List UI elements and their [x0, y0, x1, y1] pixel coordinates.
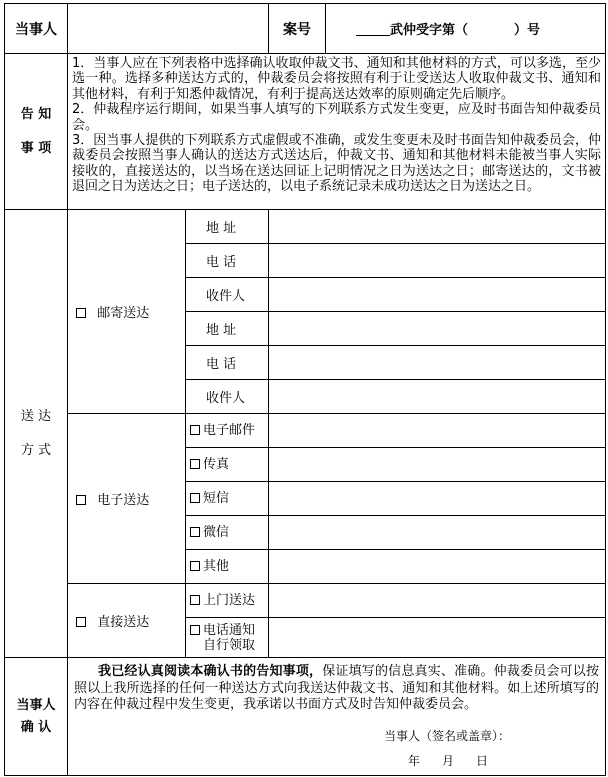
- signature-date[interactable]: [408, 753, 488, 770]
- confirmation-label: [5, 658, 68, 776]
- signature-line[interactable]: 当事人（签名或盖章）：: [384, 728, 511, 743]
- direct-option-door[interactable]: [186, 584, 269, 618]
- sms-checkbox[interactable]: [190, 493, 200, 503]
- party-name-field[interactable]: [68, 4, 269, 54]
- notice-item-1: 1．当事人应在下列表格中选择确认收取仲裁文书、通知和其他材料的方式，可以多选，至少选一种。选择多种送达方式的，仲裁委员会将按照有利于让受送达人收取仲裁文书、通知和其他材料，有利于知悉仲裁情况，有利于提高送达效率的原则确定先后顺序。: [72, 56, 601, 102]
- fax-input[interactable]: [269, 448, 606, 482]
- mail-field-label-phone-1: 电 话: [186, 244, 269, 278]
- notice-item-2: 2．仲裁程序运行期间，如果当事人填写的下列联系方式发生变更，应及时书面告知仲裁委员会。: [72, 102, 601, 133]
- notice-item-3: 3．因当事人提供的下列联系方式虚假或不准确，或发生变更未及时书面告知仲裁委员会，仲裁委员会按照当事人确认的送达方式送达后，仲裁文书、通知和其他材料未能被当事人实际接收的，直接送达的，以当场在送达回证上记明情况之日为送达之日；邮寄送达的，文书被退回之日为送达之日；电子送达的，以电子系统记录未成功送达之日为送达之日。: [72, 133, 601, 195]
- confirmation-row: [5, 658, 606, 776]
- wechat-option-label: 微信: [203, 525, 230, 540]
- notice-text: [68, 54, 606, 210]
- notice-label-line1: 告 知: [20, 106, 52, 122]
- mail-field-label-address-2: 地 址: [186, 312, 269, 346]
- delivery-method-label: [5, 210, 68, 658]
- electronic-delivery-label: 电子送达: [97, 493, 150, 508]
- door-checkbox[interactable]: [190, 595, 200, 605]
- electronic-option-fax[interactable]: [186, 448, 269, 482]
- sms-option-label: 短信: [203, 491, 230, 506]
- delivery-label-line1: 送 达: [20, 408, 52, 424]
- date-year: 年: [408, 753, 421, 768]
- electronic-option-email[interactable]: [186, 414, 269, 448]
- party-label: 当事人: [5, 4, 68, 54]
- electronic-row-email: [5, 414, 606, 448]
- mail-recipient-input-2[interactable]: [269, 380, 606, 414]
- case-no-prefix: 武仲受字第（: [390, 23, 469, 38]
- electronic-option-wechat[interactable]: [186, 516, 269, 550]
- confirmation-form-table: [4, 3, 606, 776]
- fax-option-label: 传真: [203, 457, 230, 472]
- mail-phone-input-1[interactable]: [269, 244, 606, 278]
- direct-delivery-label: 直接送达: [97, 615, 150, 630]
- electronic-delivery-option[interactable]: [68, 414, 186, 584]
- email-input[interactable]: [269, 414, 606, 448]
- mail-field-label-phone-2: 电 话: [186, 346, 269, 380]
- confirmation-label-line1: 当事人: [16, 697, 56, 713]
- mail-checkbox[interactable]: [76, 308, 86, 318]
- confirmation-statement-bold: 我已经认真阅读本确认书的告知事项，: [98, 664, 323, 679]
- confirmation-text-cell: [68, 658, 606, 776]
- pickup-option-label-line2: 自行领取: [203, 637, 256, 653]
- header-row: [5, 4, 606, 54]
- notice-label: [5, 54, 68, 210]
- direct-checkbox[interactable]: [76, 617, 86, 627]
- notice-row: [5, 54, 606, 210]
- mail-phone-input-2[interactable]: [269, 346, 606, 380]
- date-day: 日: [476, 753, 489, 768]
- case-no-underline: [356, 23, 390, 36]
- wechat-input[interactable]: [269, 516, 606, 550]
- email-option-label: 电子邮件: [203, 423, 256, 438]
- electronic-option-sms[interactable]: [186, 482, 269, 516]
- mail-address-input-1[interactable]: [269, 210, 606, 244]
- mail-address-input-2[interactable]: [269, 312, 606, 346]
- mail-delivery-label: 邮寄送达: [97, 306, 150, 321]
- electronic-option-other[interactable]: [186, 550, 269, 584]
- direct-delivery-option[interactable]: [68, 584, 186, 658]
- pickup-input[interactable]: [269, 618, 606, 658]
- email-checkbox[interactable]: [190, 425, 200, 435]
- date-month: 月: [442, 753, 455, 768]
- confirmation-label-line2: 确 认: [20, 719, 52, 735]
- confirmation-statement: [74, 664, 599, 714]
- pickup-option-label-line1: 电话通知: [203, 622, 256, 638]
- other-checkbox[interactable]: [190, 561, 200, 571]
- delivery-label-line2: 方 式: [20, 442, 52, 458]
- case-no-field[interactable]: [326, 4, 606, 54]
- direct-row-door: [5, 584, 606, 618]
- mail-recipient-input-1[interactable]: [269, 278, 606, 312]
- mail-delivery-option[interactable]: [68, 210, 186, 414]
- case-no-label: 案号: [269, 4, 326, 54]
- fax-checkbox[interactable]: [190, 459, 200, 469]
- door-delivery-input[interactable]: [269, 584, 606, 618]
- notice-label-line2: 事 项: [20, 140, 52, 156]
- mail-field-label-recipient-1: 收件人: [186, 278, 269, 312]
- mail-row-address-1: [5, 210, 606, 244]
- other-option-label: 其他: [203, 559, 230, 574]
- direct-option-pickup[interactable]: [186, 618, 269, 658]
- sms-input[interactable]: [269, 482, 606, 516]
- wechat-checkbox[interactable]: [190, 527, 200, 537]
- confirmation-statement-rest: 保证填写的信息真实、准确。仲裁委员会可以按照以上我所选择的任何一种送达方式向我送达仲裁文书、通知和其他材料。如上述所填写的内容在仲裁过程中发生变更，我承诺以书面方式及时告知仲裁委员会。: [74, 664, 599, 712]
- electronic-checkbox[interactable]: [76, 495, 86, 505]
- mail-field-label-recipient-2: 收件人: [186, 380, 269, 414]
- case-no-suffix: ）号: [514, 23, 541, 38]
- pickup-checkbox[interactable]: [190, 625, 200, 635]
- mail-field-label-address-1: 地 址: [186, 210, 269, 244]
- other-input[interactable]: [269, 550, 606, 584]
- door-option-label: 上门送达: [203, 593, 256, 608]
